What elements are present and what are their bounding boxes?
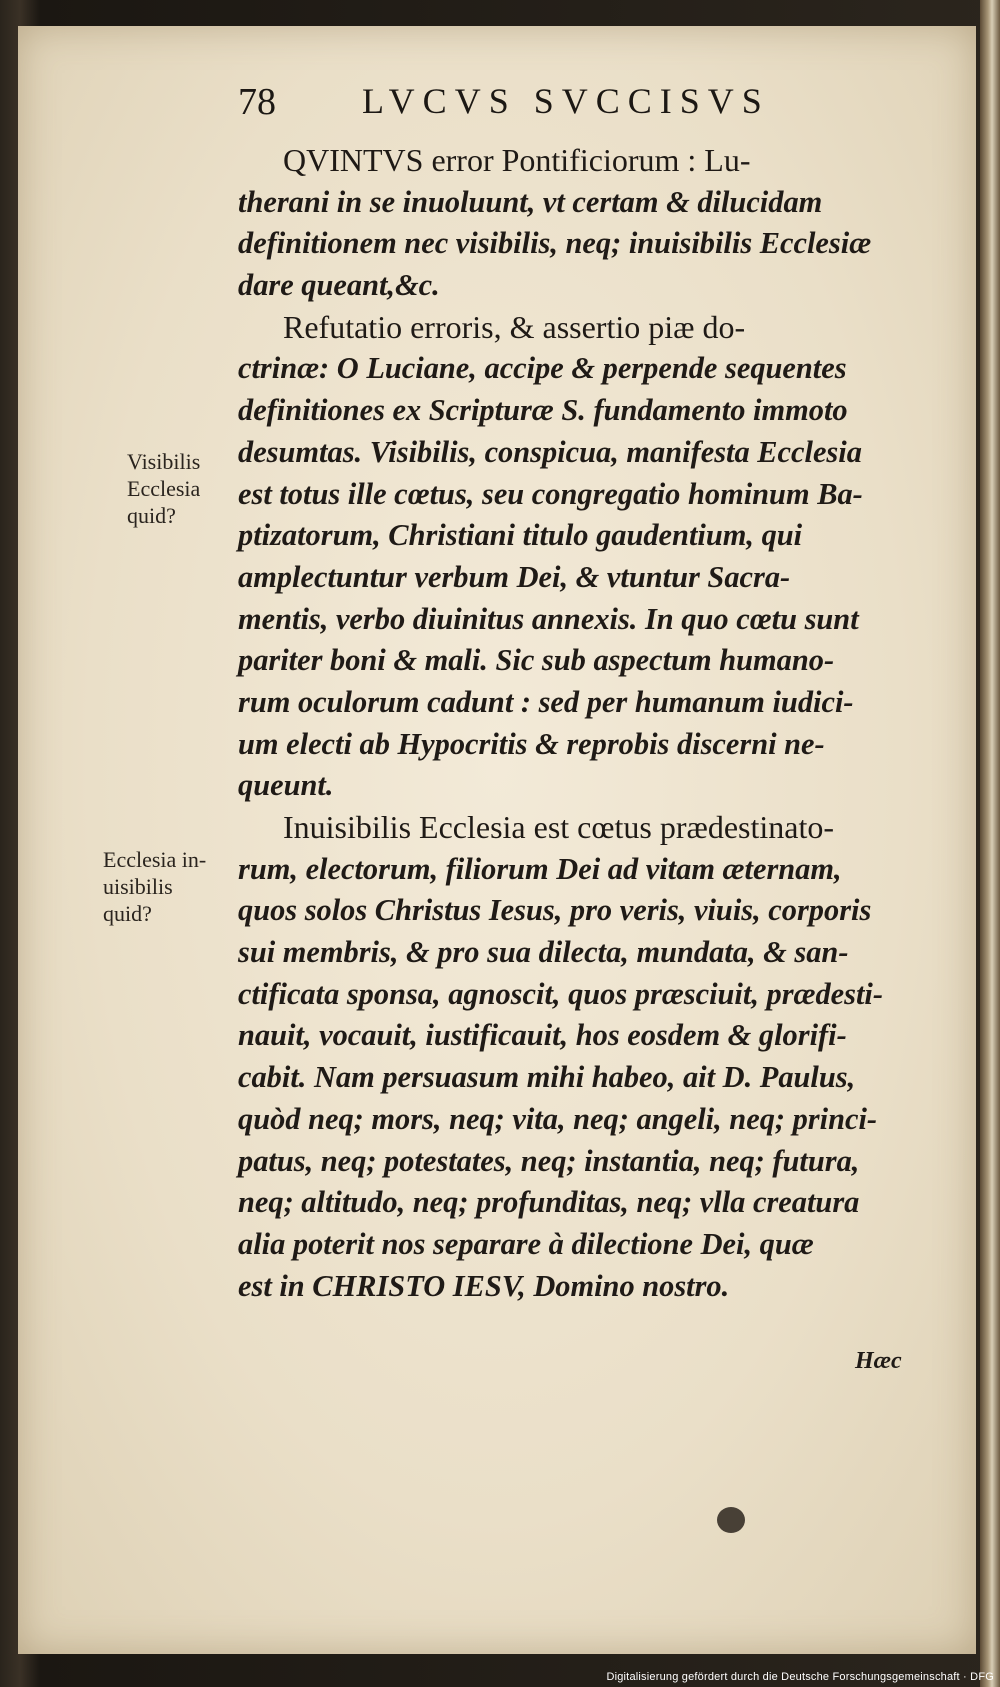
text-line: amplectuntur verbum Dei, & vtuntur Sacra-: [238, 559, 791, 594]
text-line: sui membris, & pro sua dilecta, mundata, & san-: [238, 935, 849, 970]
margin-note-line: uisibilis: [103, 874, 173, 899]
margin-note-line: quid?: [127, 503, 176, 528]
text-line: quòd neq; mors, neq; vita, neq; angeli, neq; princi-: [238, 1101, 878, 1136]
text-line: therani in se inuoluunt, vt certam & dilucidam: [238, 184, 823, 219]
text-line: Inuisibilis Ecclesia est cœtus prædestinato-: [283, 809, 834, 845]
text-line: mentis, verbo diuinitus annexis. In quo cœtu sunt: [238, 601, 859, 636]
text-line: cabit. Nam persuasum mihi habeo, ait D. Paulus,: [238, 1060, 856, 1095]
text-line: definitionem nec visibilis, neq; inuisibilis Ecclesiæ: [238, 226, 872, 261]
text-line: patus, neq; potestates, neq; instantia, neq; futura,: [238, 1143, 860, 1178]
running-title: LVCVS SVCCISVS: [362, 81, 770, 121]
digitization-credit: Digitalisierung gefördert durch die Deutsche Forschungsgemeinschaft · DFG: [606, 1671, 994, 1683]
margin-note-line: Ecclesia: [127, 476, 201, 501]
text-line: dare queant,&c.: [238, 268, 440, 303]
text-line: est in CHRISTO IESV, Domino nostro.: [238, 1268, 730, 1303]
page-number: 78: [238, 81, 276, 123]
text-line: nauit, vocauit, iustificauit, hos eosdem & glorifi-: [238, 1018, 847, 1053]
text-line: pariter boni & mali. Sic sub aspectum humano-: [238, 643, 835, 678]
text-line: ctrinæ: O Luciane, accipe & perpende sequentes: [238, 351, 847, 386]
margin-note-line: Visibilis: [127, 449, 201, 474]
text-line: neq; altitudo, neq; profunditas, neq; vlla creatura: [238, 1185, 860, 1220]
text-line: ptizatorum, Christiani titulo gaudentium, qui: [238, 518, 803, 553]
page-header: [238, 80, 798, 130]
margin-note-inuisibilis: [103, 846, 223, 927]
body-text: [238, 140, 898, 1307]
text-line: desumtas. Visibilis, conspicua, manifesta Ecclesia: [238, 434, 862, 469]
text-line: rum, electorum, filiorum Dei ad vitam æternam,: [238, 851, 842, 886]
ink-stain: [717, 1507, 745, 1533]
text-line: Refutatio erroris, & assertio piæ do-: [283, 308, 746, 345]
text-line: um electi ab Hypocritis & reprobis discerni ne-: [238, 726, 825, 761]
text-line: alia poterit nos separare à dilectione Dei, quæ: [238, 1226, 814, 1261]
margin-note-visibilis: [127, 448, 247, 529]
text-line: ctificata sponsa, agnoscit, quos præsciuit, prædesti-: [238, 976, 883, 1011]
margin-note-line: quid?: [103, 901, 152, 926]
catchword: Hæc: [855, 1348, 902, 1374]
text-line: QVINTVS error Pontificiorum : Lu-: [283, 142, 751, 178]
page-edge: [980, 0, 1000, 1687]
margin-note-line: Ecclesia in-: [103, 847, 207, 872]
text-line: queunt.: [238, 768, 334, 803]
text-line: definitiones ex Scripturæ S. fundamento immoto: [238, 393, 848, 428]
text-line: est totus ille cœtus, seu congregatio hominum Ba-: [238, 476, 863, 511]
text-line: quos solos Christus Iesus, pro veris, viuis, corporis: [238, 893, 872, 928]
text-line: rum oculorum cadunt : sed per humanum iudici-: [238, 684, 854, 719]
